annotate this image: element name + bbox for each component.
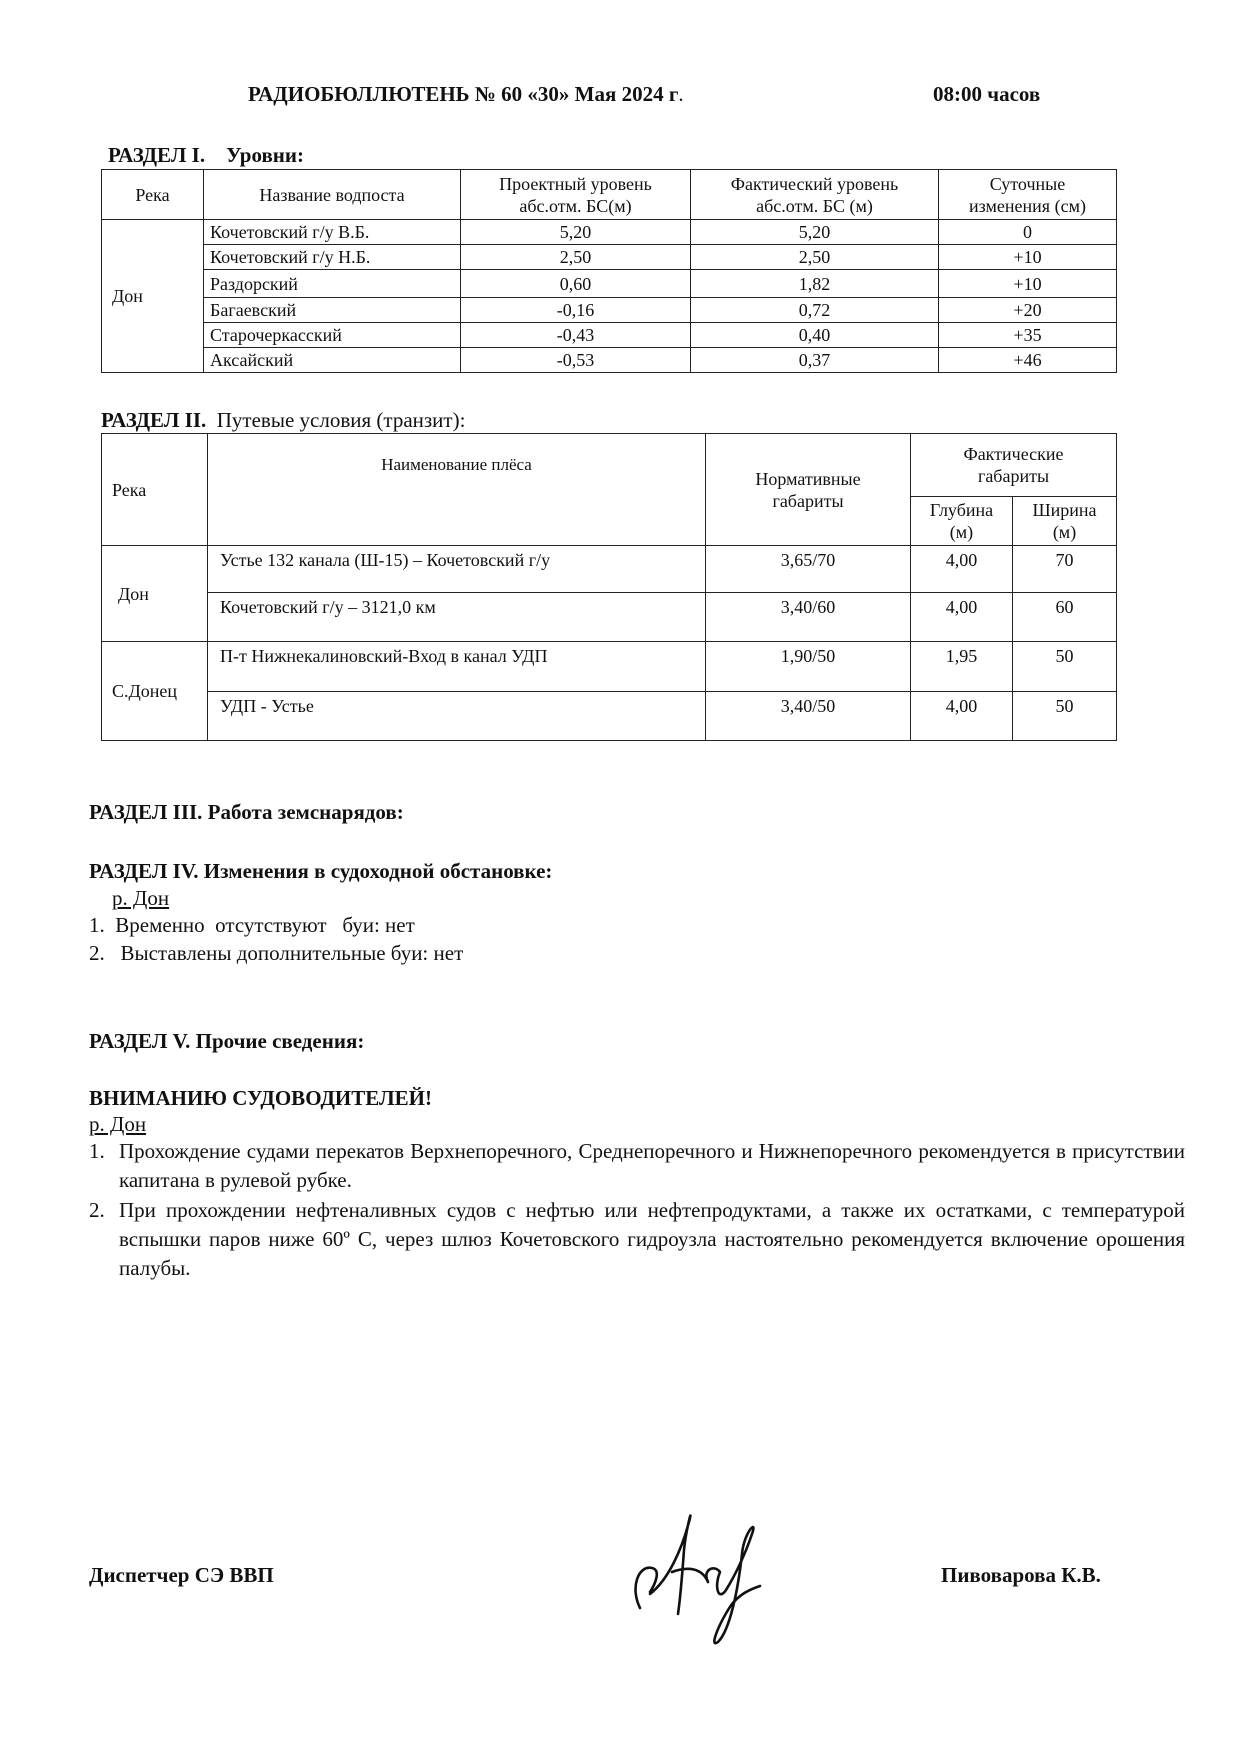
levels-change: +10: [939, 270, 1117, 298]
notice-list: [89, 1137, 1185, 1283]
list-item: [89, 1137, 1185, 1195]
section1-label: РАЗДЕЛ I.: [108, 143, 206, 167]
levels-post: Багаевский: [204, 298, 461, 323]
section1-heading: [108, 143, 304, 168]
list-item: [89, 1196, 1185, 1283]
section2-label: РАЗДЕЛ II.: [101, 408, 207, 432]
section4-title: РАЗДЕЛ IV. Изменения в судоходной обстановке:: [89, 859, 553, 883]
levels-design: -0,53: [461, 348, 691, 373]
levels-change: +46: [939, 348, 1117, 373]
list-item-number: 2.: [89, 941, 105, 965]
transit-width: 50: [1013, 642, 1117, 692]
list-item-text: При прохождении нефтеналивных судов с нефтью или нефтепродуктами, а также их остатками, с температурой вспышки паров ниже 60º С, через шлюз Кочетовского гидроузла настоятельно рекомендуется включение орошения палубы.: [119, 1198, 1185, 1280]
table-row: [102, 546, 1117, 593]
list-item-number: 1.: [89, 1139, 105, 1163]
section3-title: РАЗДЕЛ III. Работа земснарядов:: [89, 800, 404, 824]
transit-header-actual: [911, 434, 1117, 497]
transit-header-depth: [911, 497, 1013, 546]
list-item: [89, 941, 463, 966]
transit-norm: 3,40/60: [706, 593, 911, 642]
transit-width: 60: [1013, 593, 1117, 642]
signature-image: [610, 1490, 790, 1660]
transit-river-cell: Дон: [102, 546, 208, 642]
transit-table: [101, 433, 1117, 741]
levels-actual: 0,40: [691, 323, 939, 348]
table-row: [102, 298, 1117, 323]
levels-header-daily-2: изменения (см): [969, 195, 1086, 216]
levels-actual: 5,20: [691, 220, 939, 245]
transit-reach: Кочетовский г/у – 3121,0 км: [208, 593, 706, 642]
list-item-number: 1.: [89, 913, 105, 937]
transit-reach: П-т Нижнекалиновский-Вход в канал УДП: [208, 642, 706, 692]
levels-table: [101, 169, 1117, 373]
levels-post: Кочетовский г/у Н.Б.: [204, 245, 461, 270]
footer-name: Пивоварова К.В.: [941, 1563, 1101, 1587]
levels-river-cell: Дон: [102, 220, 204, 373]
table-row: [102, 270, 1117, 298]
section4-river: р. Дон: [112, 886, 170, 910]
levels-design: 5,20: [461, 220, 691, 245]
levels-header-design: [461, 170, 691, 220]
footer-position: Диспетчер СЭ ВВП: [89, 1563, 274, 1587]
transit-norm: 1,90/50: [706, 642, 911, 692]
list-item: [89, 913, 415, 938]
table-row: [102, 348, 1117, 373]
table-row: [102, 323, 1117, 348]
list-item-text: Выставлены дополнительные буи: нет: [120, 941, 464, 965]
levels-header-post: Название водпоста: [204, 170, 461, 220]
levels-header-river: Река: [102, 170, 204, 220]
list-item-number: 2.: [89, 1198, 105, 1222]
table-row: [102, 642, 1117, 692]
list-item-text: Временно отсутствуют буи: нет: [115, 913, 415, 937]
levels-actual: 0,72: [691, 298, 939, 323]
transit-header-actual-1: Фактические: [963, 444, 1064, 464]
transit-reach: Устье 132 канала (Ш-15) – Кочетовский г/у: [208, 546, 706, 593]
transit-header-depth-1: Глубина: [929, 500, 994, 520]
table-row: [102, 220, 1117, 245]
transit-width: 70: [1013, 546, 1117, 593]
transit-header-width-1: Ширина: [1032, 500, 1097, 520]
transit-header-norm-1: Нормативные: [755, 468, 861, 489]
transit-header-norm-2: габариты: [772, 490, 844, 511]
section2-title: Путевые условия (транзит):: [216, 408, 466, 432]
transit-depth: 4,00: [911, 692, 1013, 741]
bulletin-title: [248, 82, 684, 107]
transit-depth: 4,00: [911, 546, 1013, 593]
transit-norm: 3,65/70: [706, 546, 911, 593]
bulletin-time: 08:00 часов: [933, 82, 1041, 106]
transit-header-width-2: (м): [1052, 522, 1077, 542]
levels-post: Кочетовский г/у В.Б.: [204, 220, 461, 245]
levels-post: Старочеркасский: [204, 323, 461, 348]
transit-width: 50: [1013, 692, 1117, 741]
levels-post: Раздорский: [204, 270, 461, 298]
transit-depth: 4,00: [911, 593, 1013, 642]
section1-title: Уровни:: [226, 143, 304, 167]
table-row: [102, 692, 1117, 741]
notice-title: ВНИМАНИЮ СУДОВОДИТЕЛЕЙ!: [89, 1086, 432, 1110]
levels-header-row: [102, 170, 1117, 220]
levels-design: -0,16: [461, 298, 691, 323]
table-row: [102, 245, 1117, 270]
levels-header-daily-1: Суточные: [989, 173, 1066, 194]
table-row: [102, 593, 1117, 642]
transit-norm: 3,40/50: [706, 692, 911, 741]
levels-change: +20: [939, 298, 1117, 323]
transit-header-width: [1013, 497, 1117, 546]
levels-change: +10: [939, 245, 1117, 270]
transit-header-norm: [706, 434, 911, 546]
levels-actual: 2,50: [691, 245, 939, 270]
levels-change: 0: [939, 220, 1117, 245]
levels-design: 2,50: [461, 245, 691, 270]
levels-design: 0,60: [461, 270, 691, 298]
transit-header-reach: Наименование плёса: [208, 434, 706, 546]
transit-river-cell: С.Донец: [102, 642, 208, 741]
levels-design: -0,43: [461, 323, 691, 348]
levels-header-actual-1: Фактический уровень: [730, 173, 899, 194]
transit-header-row: [102, 434, 1117, 497]
levels-change: +35: [939, 323, 1117, 348]
list-item-text: Прохождение судами перекатов Верхнепоречного, Среднепоречного и Нижнепоречного рекомендуется в присутствии капитана в рулевой рубке.: [119, 1139, 1185, 1192]
levels-actual: 1,82: [691, 270, 939, 298]
transit-reach: УДП - Устье: [208, 692, 706, 741]
notice-river: р. Дон: [89, 1112, 147, 1136]
levels-header-daily: [939, 170, 1117, 220]
levels-header-design-2: абс.отм. БС(м): [519, 195, 632, 216]
levels-actual: 0,37: [691, 348, 939, 373]
bulletin-title-dot: .: [678, 82, 684, 106]
transit-header-depth-2: (м): [949, 522, 974, 542]
levels-header-design-1: Проектный уровень: [499, 173, 652, 194]
section5-title: РАЗДЕЛ V. Прочие сведения:: [89, 1029, 365, 1053]
levels-header-actual: [691, 170, 939, 220]
transit-header-actual-2: габариты: [977, 466, 1050, 486]
section2-heading: [101, 408, 465, 433]
levels-header-actual-2: абс.отм. БС (м): [756, 195, 873, 216]
bulletin-title-text: РАДИОБЮЛЛЮТЕНЬ № 60 «30» Мая 2024 г: [248, 82, 679, 106]
transit-depth: 1,95: [911, 642, 1013, 692]
transit-header-river: Река: [102, 434, 208, 546]
levels-post: Аксайский: [204, 348, 461, 373]
